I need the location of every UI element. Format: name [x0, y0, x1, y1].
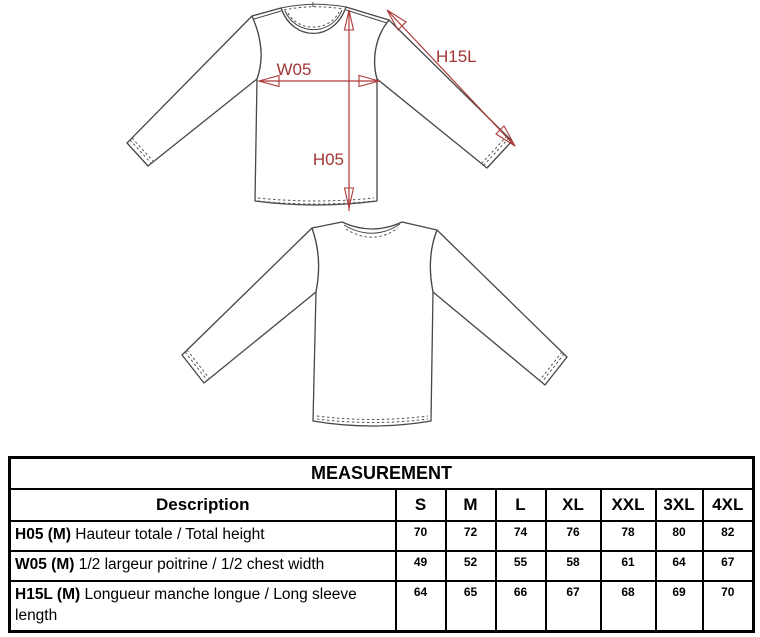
table-header-row [10, 489, 754, 521]
size-value-cell: 64 [656, 551, 703, 581]
front-right-sleeve [375, 20, 512, 168]
table-row-h15l [10, 581, 754, 632]
front-body [252, 7, 389, 205]
size-value-cell: 68 [601, 581, 656, 632]
size-value-cell: 70 [396, 521, 446, 551]
back-left-sleeve [182, 228, 319, 383]
size-value-cell: 58 [546, 551, 601, 581]
back-view [182, 222, 567, 426]
row-description-cell [10, 581, 396, 632]
table-row-h05 [10, 521, 754, 551]
size-value-cell: 72 [446, 521, 496, 551]
measure-description: 1/2 largeur poitrine / 1/2 chest width [78, 556, 325, 573]
size-value-cell: 67 [703, 551, 754, 581]
size-value-cell: 82 [703, 521, 754, 551]
size-value-cell: 66 [496, 581, 546, 632]
measure-code: H05 (M) [15, 526, 71, 543]
size-value-cell: 64 [396, 581, 446, 632]
column-header-size-m: M [446, 489, 496, 521]
column-header-size-xxl: XXL [601, 489, 656, 521]
h05-label: H05 [312, 150, 344, 169]
front-left-sleeve [127, 16, 261, 166]
column-header-size-4xl: 4XL [703, 489, 754, 521]
size-value-cell: 74 [496, 521, 546, 551]
column-header-size-3xl: 3XL [656, 489, 703, 521]
measure-description: Hauteur totale / Total height [75, 526, 265, 543]
size-value-cell: 69 [656, 581, 703, 632]
column-header-size-l: L [496, 489, 546, 521]
column-header-description: Description [10, 489, 396, 521]
measure-description: Longueur manche longue / Long sleeve length [15, 586, 357, 624]
row-description-cell [10, 521, 396, 551]
w05-label: W05 [276, 60, 312, 79]
size-value-cell: 78 [601, 521, 656, 551]
column-header-size-xl: XL [546, 489, 601, 521]
size-value-cell: 70 [703, 581, 754, 632]
back-right-sleeve [430, 230, 567, 385]
front-view [127, 2, 515, 211]
size-value-cell: 80 [656, 521, 703, 551]
size-value-cell: 65 [446, 581, 496, 632]
measure-code: W05 (M) [15, 556, 75, 573]
measurement-table [8, 456, 755, 633]
column-header-size-s: S [396, 489, 446, 521]
table-title: MEASUREMENT [10, 458, 754, 490]
table-row-w05 [10, 551, 754, 581]
size-value-cell: 61 [601, 551, 656, 581]
size-value-cell: 67 [546, 581, 601, 632]
row-description-cell [10, 551, 396, 581]
size-value-cell: 55 [496, 551, 546, 581]
size-value-cell: 52 [446, 551, 496, 581]
back-body [312, 222, 437, 426]
h15l-label: H15L [436, 47, 477, 66]
front-collar-top [281, 2, 346, 8]
size-value-cell: 76 [546, 521, 601, 551]
measure-code: H15L (M) [15, 586, 81, 603]
size-value-cell: 49 [396, 551, 446, 581]
front-collar-stitching [284, 7, 343, 27]
